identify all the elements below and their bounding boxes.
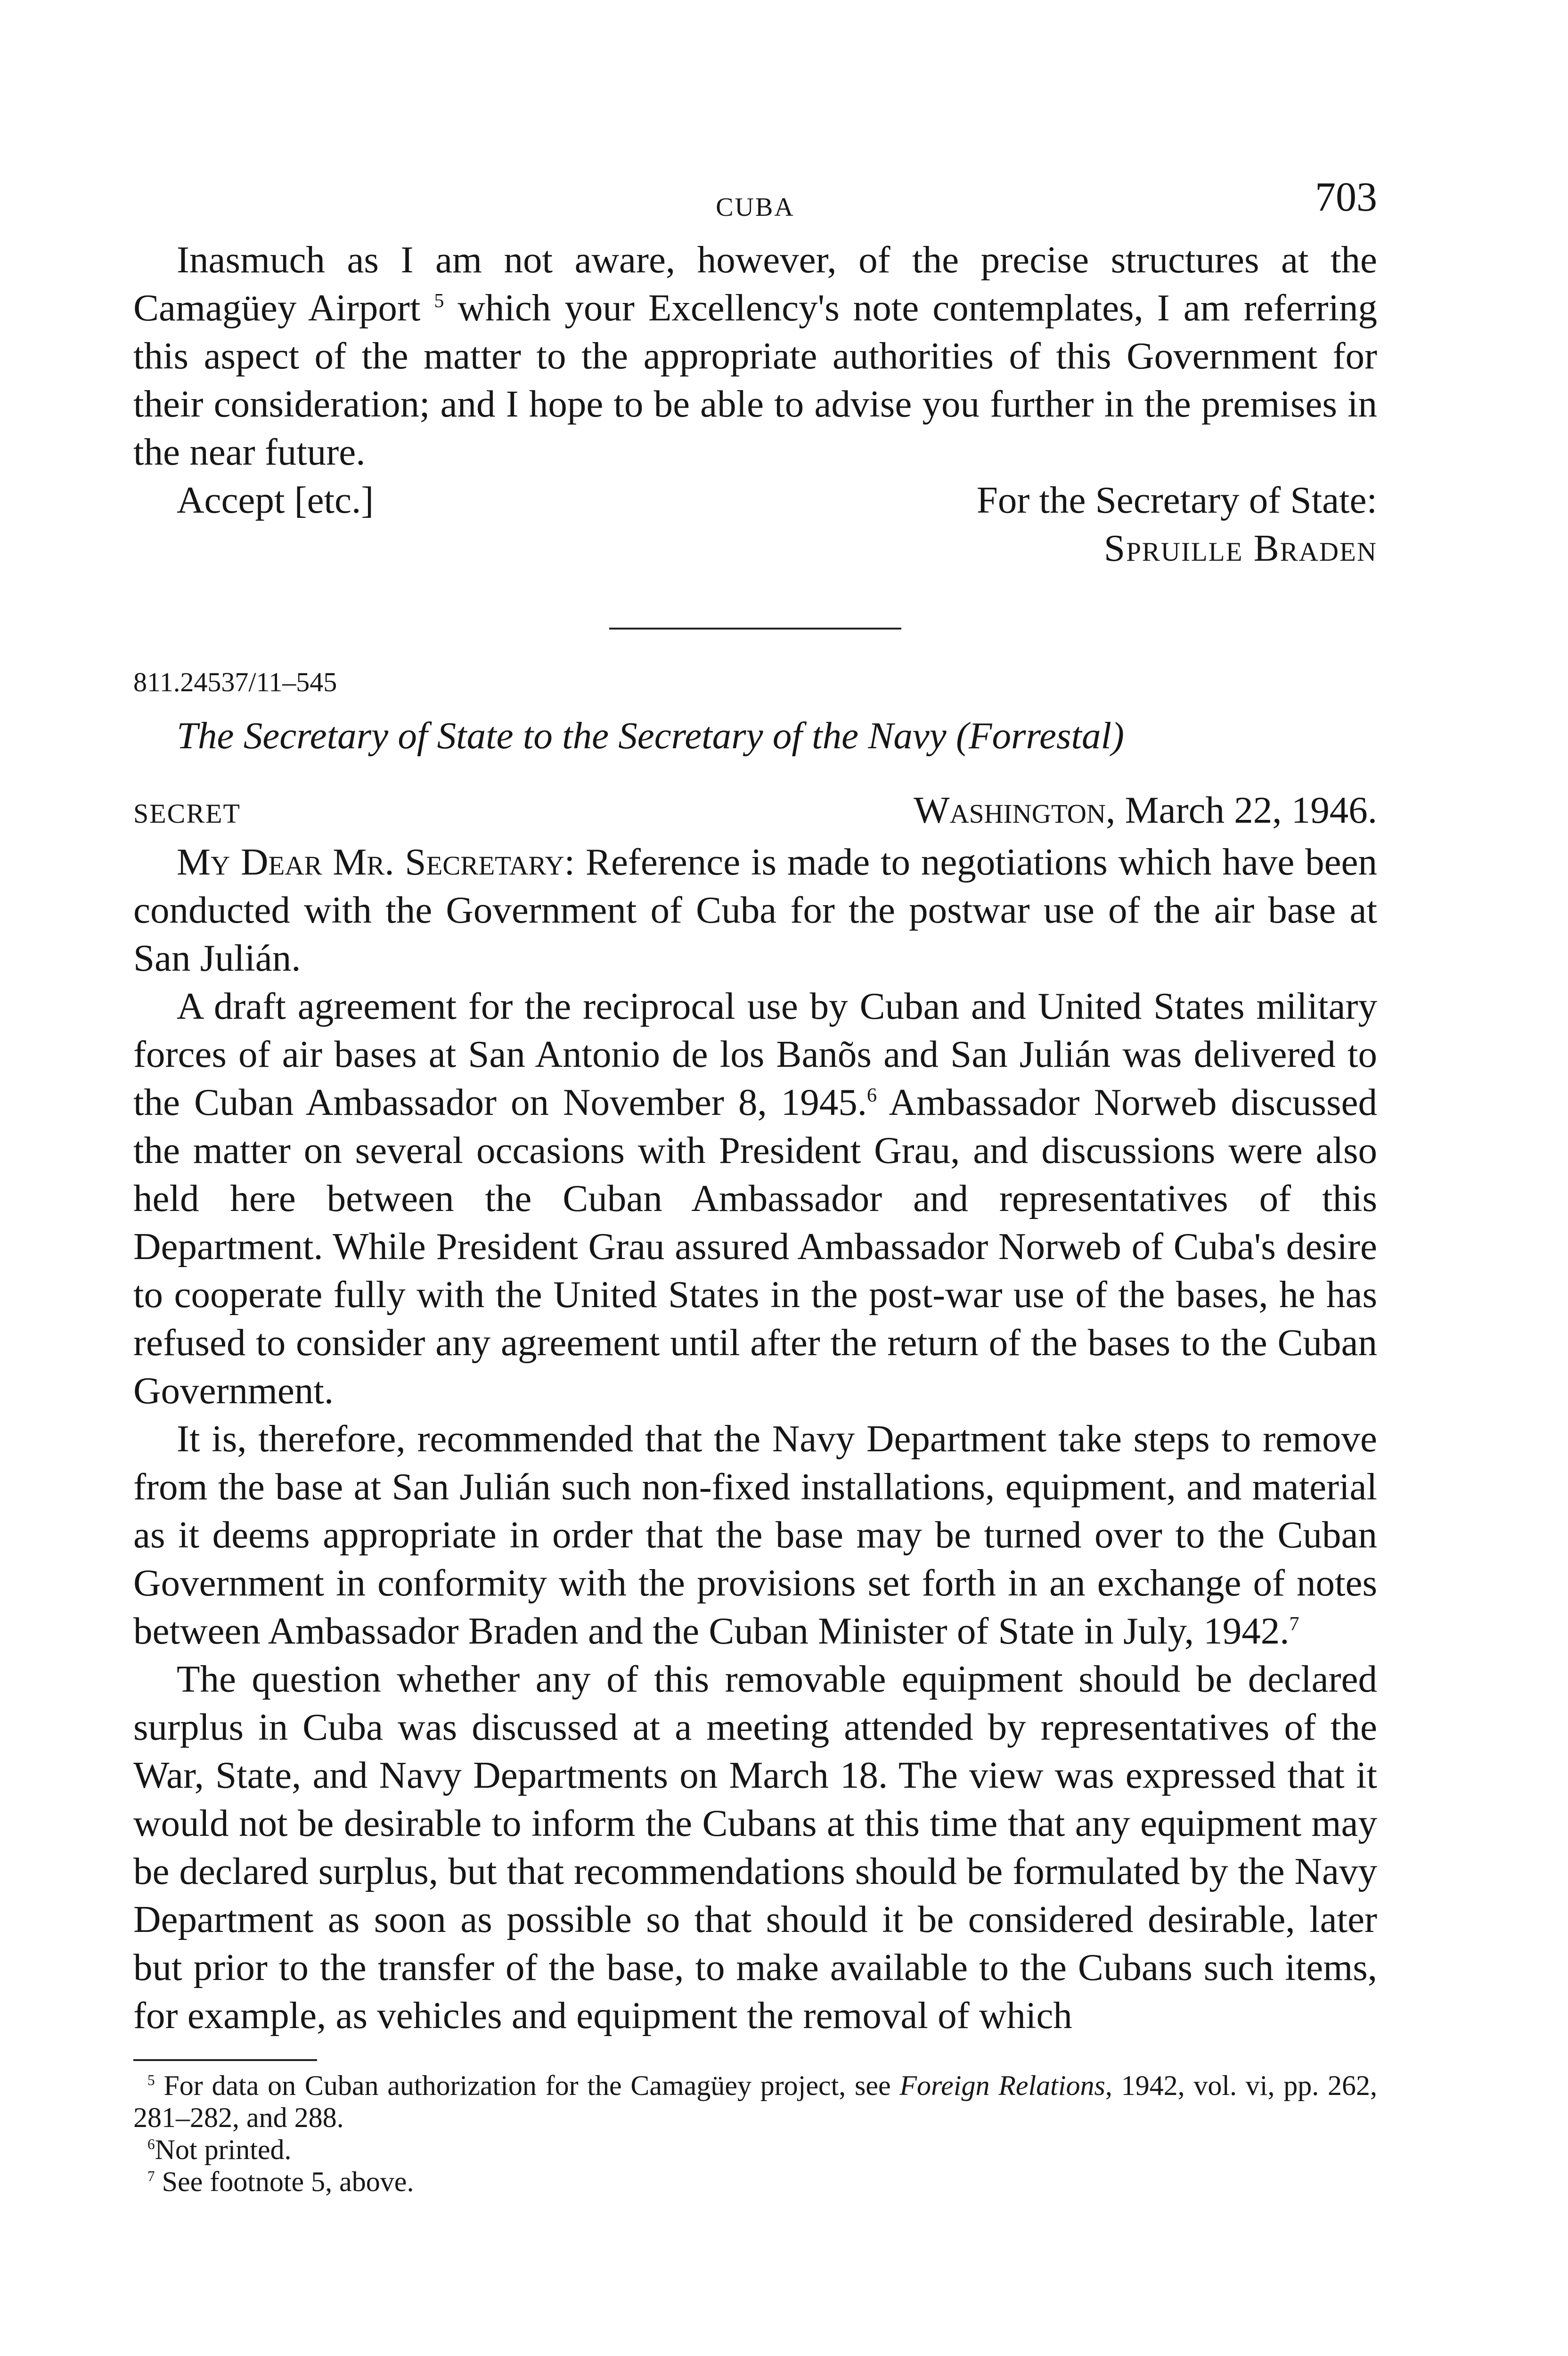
footnote-ref-5: 5: [434, 290, 444, 312]
footnote-7-number: 7: [147, 2168, 155, 2184]
footnote-5: [133, 2070, 1377, 2134]
letter-paragraph-1: [133, 838, 1377, 982]
paragraph-1-text: Reference is made to negotiations which have been conducted with the Government of Cuba for the postwar use of the air base at San Julián.: [133, 841, 1378, 979]
dateline: [133, 786, 1377, 838]
footnote-5-italic: Foreign Relations: [899, 2070, 1105, 2101]
footnote-5-text-a: For data on Cuban authorization for the Camagüey project, see: [155, 2070, 900, 2101]
continuation-text-a: Inasmuch as I am not aware, however, of the precise structures at the Camagüey Airport: [133, 238, 1377, 329]
for-secretary-line: For the Secretary of State:: [976, 479, 1377, 521]
footnote-5-number: 5: [147, 2072, 155, 2088]
footnote-6-number: 6: [147, 2136, 155, 2152]
signature: Spruille Braden: [1104, 527, 1377, 569]
page-number: 703: [1315, 174, 1377, 220]
paragraph-2-text-b: Ambassador Norweb discussed the matter on several occasions with President Grau, and discussions were also held here between the Cuban Ambassador and representatives of this Department. While President Grau assured Ambassador Norweb of Cuba's desire to cooperate fully with the United States in the post-war use of the bases, he has refused to consider any agreement until after the return of the bases to the Cuban Government.: [133, 1081, 1377, 1412]
date: , March 22, 1946.: [1106, 789, 1377, 831]
footnote-6-text: Not printed.: [155, 2134, 292, 2165]
place-date: [914, 786, 1377, 834]
paragraph-4-text: The question whether any of this removable equipment should be declared surplus in Cuba was discussed at a meeting attended by representatives of the War, State, and Navy Departments on March 18. The view was expressed that it would not be desirable to inform the Cubans at this time that any equipment may be declared surplus, but that recommendations should be formulated by the Navy Department as soon as possible so that should it be considered desirable, later but prior to the transfer of the base, to make available to the Cubans such items, for example, as vehicles and equipment the removal of which: [133, 1658, 1377, 2037]
running-head-title: CUBA: [716, 193, 795, 222]
letter-paragraph-3: [133, 1415, 1377, 1655]
closing-row: [133, 476, 1377, 524]
paragraph-2-text-a: A draft agreement for the reciprocal use by Cuban and United States military forces of air bases at San Antonio de los Banõs and San Julián was delivered to the Cuban Ambassador on November 8, 1945.: [133, 985, 1377, 1123]
continuation-paragraph: [133, 236, 1377, 476]
paragraph-3-text: It is, therefore, recommended that the Navy Department take steps to remove from the base at San Julián such non-fixed installations, equipment, and material as it deems appropriate in order that the base may be turned over to the Cuban Government in conformity with the provisions set forth in an exchange of notes between Ambassador Braden and the Cuban Minister of State in July, 1942.: [133, 1417, 1377, 1652]
footnote-divider: [133, 2059, 317, 2061]
footnote-7: [133, 2166, 1377, 2198]
footnote-ref-6: 6: [866, 1084, 877, 1106]
footnotes: [133, 2070, 1377, 2198]
section-divider: [609, 628, 901, 630]
letter-paragraph-2: [133, 982, 1377, 1415]
running-head: [133, 165, 1377, 236]
file-number: 811.24537/11–545: [133, 667, 337, 697]
salutation: My Dear Mr. Secretary:: [177, 841, 575, 883]
closing-text: Accept [etc.]: [177, 479, 374, 521]
place: Washington: [914, 789, 1106, 831]
footnote-ref-7: 7: [1289, 1613, 1299, 1635]
footnote-7-text: See footnote 5, above.: [155, 2166, 414, 2197]
footnote-6: [133, 2134, 1377, 2166]
letter-paragraph-4: [133, 1655, 1377, 2039]
classification-label: SECRET: [133, 798, 241, 829]
document-page: [133, 165, 1377, 2198]
continuation-text-b: which your Excellency's note contemplates, I am referring this aspect of the matter to the appropriate authorities of this Government for their consideration; and I hope to be able to advise you further in the premises in the near future.: [133, 286, 1378, 473]
footnote-5-text-b: , 1942, vol. vi, pp. 262, 281–282, and 288.: [133, 2070, 1377, 2133]
document-title: The Secretary of State to the Secretary of the Navy (Forrestal): [177, 714, 1124, 757]
